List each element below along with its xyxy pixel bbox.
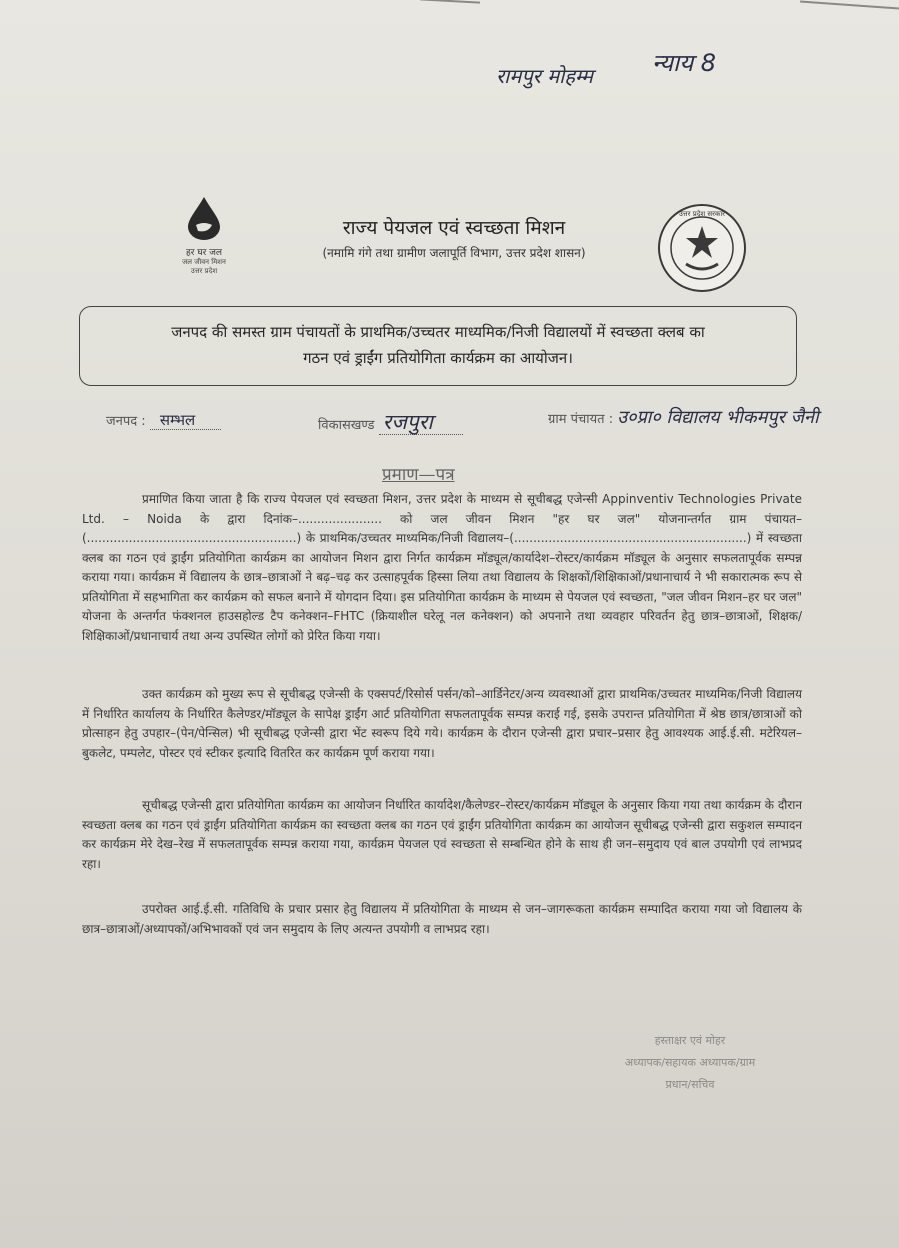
handwritten-note-text: रामपुर मोहम्म [496,64,593,88]
gp-label: ग्राम पंचायत : [548,412,614,427]
paragraph-2 [82,685,802,763]
signature-block [590,1030,790,1096]
block-field [318,408,463,436]
right-logo-text: उत्तर प्रदेश सरकार [678,210,726,218]
up-government-seal [656,202,748,294]
handwritten-note-number [652,46,716,79]
district-field [106,410,221,430]
left-logo-sub2: उत्तर प्रदेश [190,267,218,275]
signature-line-2: अध्यापक/सहायक अध्यापक/ग्राम [624,1056,756,1069]
paragraph-4-text: उपरोक्त आई.ई.सी. गतिविधि के प्रचार प्रसार हेतु विद्यालय में प्रतियोगिता के माध्यम से जन–जागरूकता कार्यक्रम सम्पादित कराया गया जो विद्यालय के छात्र–छात्राओं/अध्यापकों/अभिभावकों एवं जन समुदाय के लिए अत्यन्त उपयोगी व लाभप्रद रहा। [82,902,802,936]
left-logo-sub: जल जीवन मिशन [182,258,226,266]
signature-line-3: प्रधान/सचिव [665,1078,715,1091]
scan-edge-line-right [800,1,899,10]
gp-value: उ०प्रा० विद्यालय भीकमपुर जैनी [617,407,819,428]
left-logo-text: हर घर जल [186,248,222,258]
district-label: जनपद : [106,414,146,429]
signature-line-1: हस्ताक्षर एवं मोहर [654,1034,726,1047]
district-value: सम्भल [150,411,221,430]
letterhead-title-block [284,214,624,261]
scan-edge-line-left [420,0,480,4]
letterhead-subtitle: (नमामि गंगे तथा ग्रामीण जलापूर्ति विभाग, उत्तर प्रदेश शासन) [322,246,586,260]
paragraph-4 [82,900,802,939]
subject-box [79,306,797,386]
water-drop-icon [184,195,224,241]
paragraph-2-text: उक्त कार्यक्रम को मुख्य रूप से सूचीबद्ध एजेन्सी के एक्सपर्ट/रिसोर्स पर्सन/को–आर्डिनेटर/अन्य व्यवस्थाओं द्वारा प्राथमिक/उच्चतर माध्यमिक/निजी विद्यालय में निर्धारित कार्यालय के निर्धारित कैलेण्डर/मॉड्यूल के सापेक्ष ड्राईंग आर्ट प्रतियोगिता सफलतापूर्वक सम्पन्न कराई गई, इसके उपरान्त प्रतियोगिता में श्रेष्ठ छात्र/छात्राओं को प्रोत्साहन हेतु उपहार–(पेन/पेन्सिल) भी सूचीबद्ध एजेन्सी द्वारा भेंट स्वरूप दिये गये। कार्यक्रम के दौरान एजेन्सी द्वारा प्रचार–प्रसार हेतु आवश्यक आई.ई.सी. मटेरियल–बुकलेट, पम्पलेट, पोस्टर एवं स्टीकर इत्यादि वितरित कर कार्यक्रम पूर्ण कराया गया। [82,687,802,760]
letterhead-title: राज्य पेयजल एवं स्वच्छता मिशन [342,217,566,239]
har-ghar-jal-logo [168,195,240,276]
gram-panchayat-field [548,405,819,429]
block-label: विकासखण्ड [318,418,375,433]
paragraph-1 [82,490,802,646]
subject-line-2: गठन एवं ड्राईंग प्रतियोगिता कार्यक्रम का आयोजन। [303,349,573,367]
handwritten-note [496,62,593,89]
block-value: रजपुरा [379,410,463,435]
handwritten-note-number-text: न्याय 8 [652,49,717,77]
paragraph-1-text: प्रमाणित किया जाता है कि राज्य पेयजल एवं स्वच्छता मिशन, उत्तर प्रदेश के माध्यम से सूचीबद्ध एजेन्सी Appinventiv Technologies Private Ltd. – Noida के द्वारा दिनांक–...................... को जल जीवन मिशन "हर घर जल" योजनान्तर्गत ग्राम पंचायत–(.......................................................) के प्राथमिक/उच्चतर माध्यमिक/निजी विद्यालय–(.............................................................) में स्वच्छता क्लब का गठन एवं ड्राईंग प्रतियोगिता कार्यक्रम का आयोजन मिशन द्वारा निर्गत कार्यक्रम मॉड्यूल/कार्यादेश–रोस्टर/कार्यक्रम मॉड्यूल के अनुसार सफलतापूर्वक सम्पन्न कराया गया। कार्यक्रम में विद्यालय के छात्र–छात्राओं ने बढ़–चढ़ कर उत्साहपूर्वक हिस्सा लिया तथा विद्यालय के शिक्षकों/शिक्षिकाओं/प्रधानाचार्य ने भी सकारात्मक रूप से प्रतियोगिता में सहभागिता कर कार्यक्रम को सफल बनाने में योगदान दिया। इस प्रतियोगिता कार्यक्रम के माध्यम से पेयजल एवं स्वच्छता, "जल जीवन मिशन–हर घर जल" योजना के अन्तर्गत फंक्शनल हाउसहोल्ड टैप कनेक्शन–FHTC (क्रियाशील घरेलू नल कनेक्शन) को अपनाने तथा व्यवहार परिवर्तन हेतु छात्र–छात्राओं, शिक्षक/शिक्षिकाओं/प्रधानाचार्य तथा अन्य उपस्थित लोगों को प्रेरित किया गया। [82,492,802,643]
document-heading: प्रमाण—पत्र [382,465,455,485]
subject-line-1: जनपद की समस्त ग्राम पंचायतों के प्राथमिक/उच्चतर माध्यमिक/निजी विद्यालयों में स्वच्छता क्लब का [171,323,705,341]
paragraph-3 [82,796,802,874]
paragraph-3-text: सूचीबद्ध एजेन्सी द्वारा प्रतियोगिता कार्यक्रम का आयोजन निर्धारित कार्यादेश/कैलेण्डर–रोस्टर/कार्यक्रम मॉड्यूल के अनुसार किया गया तथा कार्यक्रम के दौरान स्वच्छता क्लब का गठन एवं ड्राईंग प्रतियोगिता कार्यक्रम का स्वच्छता क्लब का गठन एवं ड्राईंग प्रतियोगिता कार्यक्रम का आयोजन सूचीबद्ध एजेन्सी द्वारा सकुशल सम्पादन कर कार्यक्रम मेरे देख–रेख में सफलतापूर्वक सम्पन्न कराया गया, कार्यक्रम पेयजल एवं स्वच्छता से सम्बन्धित होने के साथ ही जन–समुदाय एवं बाल उपयोगी एवं लाभप्रद रहा। [82,798,802,871]
